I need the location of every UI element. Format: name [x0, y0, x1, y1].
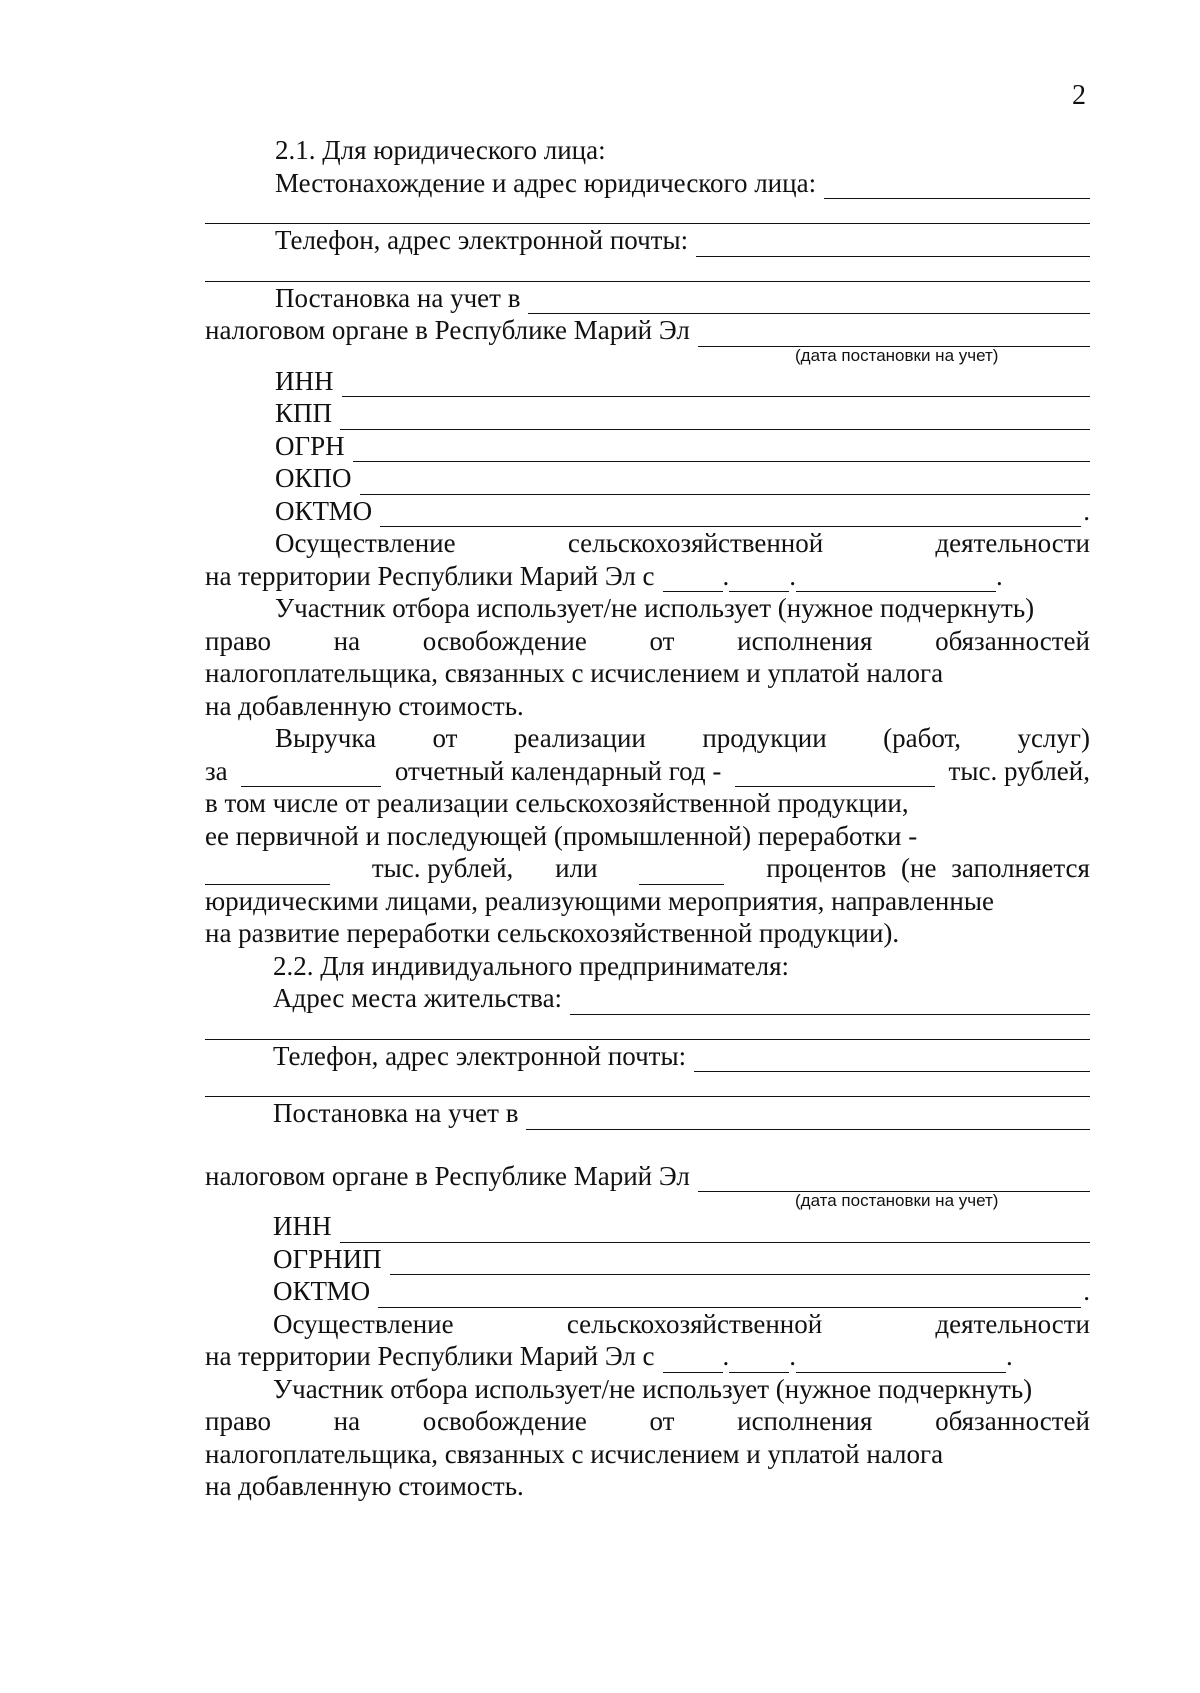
- ie-participant-line1: Участник отбора использует/не использует (нужное подчеркнуть): [273, 1373, 1033, 1404]
- legal-oktmo-row: ОКТМО .: [275, 495, 1090, 526]
- legal-phone-email-field[interactable]: [696, 232, 1090, 257]
- legal-inn-field[interactable]: [342, 372, 1091, 397]
- legal-oktmo-field[interactable]: [380, 502, 1081, 527]
- ie-registration-field[interactable]: [526, 1105, 1090, 1130]
- legal-activity-line1: Осуществление сельскохозяйственной деятельности: [275, 528, 1090, 558]
- legal-inn-row: ИНН: [205, 365, 1090, 398]
- ie-residence-field[interactable]: [570, 990, 1090, 1015]
- ie-oktmo-row: ОКТМО .: [273, 1276, 1090, 1306]
- legal-address-row: Местонахождение и адрес юридического лица:: [205, 167, 1090, 200]
- ie-phone-row: Телефон, адрес электронной почты:: [205, 1040, 1090, 1073]
- revenue-agri-field[interactable]: [205, 860, 330, 885]
- ie-participant-line2: право на освобождение от исполнения обязанностей: [205, 1406, 1090, 1436]
- ie-phone-email-field[interactable]: [694, 1047, 1090, 1072]
- legal-participant-line3: налогоплательщика, связанных с исчислением и уплатой налога: [205, 658, 944, 688]
- legal-address-field-continued[interactable]: [205, 199, 1090, 224]
- legal-tax-authority-row: налоговом органе в Республике Марий Эл: [205, 314, 1090, 347]
- ie-activity-year-field[interactable]: [796, 1348, 1006, 1373]
- legal-phone-email-field-continued[interactable]: [205, 257, 1090, 282]
- revenue-line5: тыс. рублей, или процентов (не заполняется: [205, 852, 1090, 885]
- ie-registration-date-hint: (дата постановки на учет): [795, 1191, 999, 1210]
- ie-participant-line3: налогоплательщика, связанных с исчислением и уплатой налога: [205, 1438, 944, 1469]
- form-body: [205, 134, 1090, 1503]
- legal-activity-day-field[interactable]: [663, 567, 723, 592]
- ie-ogrnip-field[interactable]: [390, 1250, 1090, 1275]
- revenue-total-field[interactable]: [735, 762, 935, 787]
- ie-ogrnip-row: ОГРНИП: [205, 1243, 1090, 1276]
- legal-activity-year-field[interactable]: [796, 567, 996, 592]
- legal-okpo-field[interactable]: [360, 470, 1090, 495]
- ie-tax-authority-row: налоговом органе в Республике Марий Эл: [205, 1160, 1090, 1193]
- legal-participant-line2: право на освобождение от исполнения обязанностей: [205, 625, 1090, 656]
- ie-activity-month-field[interactable]: [729, 1348, 789, 1373]
- revenue-line2: за отчетный календарный год - тыс. рублей,: [205, 755, 1090, 786]
- revenue-line6: юридическими лицами, реализующими мероприятия, направленные: [205, 885, 994, 916]
- legal-participant-line1: Участник отбора использует/не использует (нужное подчеркнуть): [275, 593, 1035, 623]
- ie-participant-line4: на добавленную стоимость.: [205, 1471, 524, 1501]
- legal-kpp-field[interactable]: [340, 405, 1090, 430]
- ie-residence-row: Адрес места жительства:: [205, 982, 1090, 1015]
- legal-ogrn-field[interactable]: [353, 437, 1090, 462]
- revenue-percent-field[interactable]: [639, 860, 724, 885]
- ie-registration-date-field[interactable]: [698, 1167, 1090, 1192]
- section-heading-legal-entity: 2.1. Для юридического лица:: [275, 135, 606, 165]
- legal-kpp-row: КПП: [205, 397, 1090, 430]
- ie-activity-line1: Осуществление сельскохозяйственной деятельности: [273, 1308, 1090, 1339]
- revenue-year-field[interactable]: [241, 762, 381, 787]
- legal-ogrn-row: ОГРН: [205, 430, 1090, 463]
- legal-registration-date-field[interactable]: [698, 322, 1090, 347]
- ie-registration-row: Постановка на учет в: [205, 1097, 1090, 1130]
- revenue-line3: в том числе от реализации сельскохозяйственной продукции,: [205, 788, 909, 818]
- legal-participant-line4: на добавленную стоимость.: [205, 690, 524, 721]
- legal-activity-line2: на территории Республики Марий Эл с . . .: [205, 560, 1003, 591]
- legal-registration-row: Постановка на учет в: [205, 282, 1090, 315]
- section-heading-entrepreneur: 2.2. Для индивидуального предпринимателя:: [273, 950, 790, 981]
- ie-activity-line2: на территории Республики Марий Эл с . . .: [205, 1341, 1013, 1371]
- ie-activity-day-field[interactable]: [663, 1348, 723, 1373]
- revenue-line1: Выручка от реализации продукции (работ, услуг): [275, 723, 1090, 753]
- page-number: 2: [1072, 80, 1086, 111]
- ie-inn-row: ИНН: [205, 1210, 1090, 1243]
- legal-okpo-row: ОКПО: [205, 462, 1090, 495]
- legal-activity-month-field[interactable]: [729, 567, 789, 592]
- revenue-line7: на развитие переработки сельскохозяйственной продукции).: [205, 918, 900, 948]
- legal-address-field[interactable]: [824, 174, 1090, 199]
- ie-phone-email-field-continued[interactable]: [205, 1072, 1090, 1097]
- legal-registration-date-hint: (дата постановки на учет): [795, 345, 999, 365]
- legal-phone-row: Телефон, адрес электронной почты:: [205, 224, 1090, 257]
- revenue-line4: ее первичной и последующей (промышленной) переработки -: [205, 820, 918, 851]
- legal-registration-field[interactable]: [528, 289, 1090, 314]
- ie-inn-field[interactable]: [340, 1218, 1091, 1243]
- ie-oktmo-field[interactable]: [378, 1283, 1081, 1308]
- ie-residence-field-continued[interactable]: [205, 1015, 1090, 1040]
